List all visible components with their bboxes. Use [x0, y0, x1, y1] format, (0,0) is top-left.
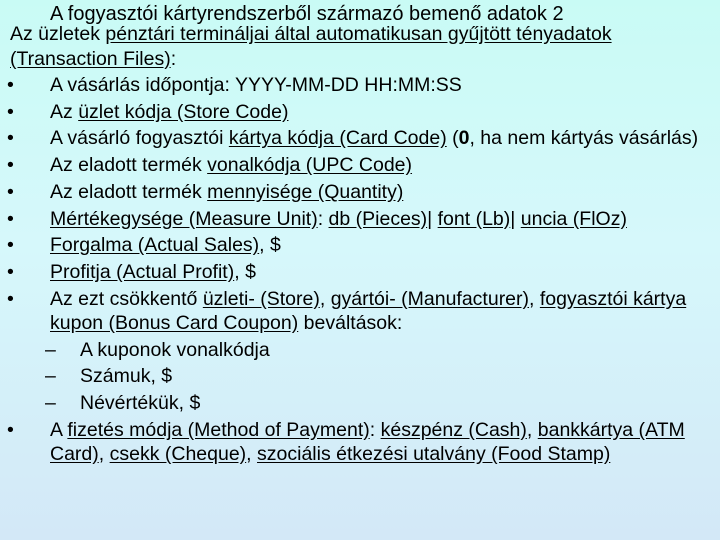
item-underlined-text: Mértékegysége (Measure Unit): [50, 207, 318, 230]
item-text: :: [369, 418, 381, 441]
item-text: :: [317, 207, 329, 230]
item-text: A: [50, 418, 68, 441]
item-underlined-text: Forgalma (Actual Sales): [50, 234, 260, 257]
sub-item-text: A kuponok vonalkódja: [80, 338, 270, 361]
bullet-list: [0, 73, 715, 469]
dash-icon: –: [45, 391, 56, 414]
item-underlined-text: kártya kódja (Card Code): [228, 127, 447, 150]
intro-paragraph: [10, 22, 700, 71]
item-underlined-text: csekk (Cheque): [109, 442, 247, 465]
dash-icon: –: [45, 365, 56, 388]
sub-item-text: Névértékük, $: [80, 391, 201, 414]
item-underlined-text: fizetés módja (Method of Payment): [67, 418, 370, 441]
page-title: A fogyasztói kártyrendszerből származó bemenő adatok 2: [50, 3, 564, 25]
item-text: A vásárló fogyasztói: [50, 127, 229, 150]
item-text: |: [510, 207, 521, 230]
item-text: ,: [246, 442, 258, 465]
item-underlined-text: készpénz (Cash): [380, 418, 527, 441]
item-underlined-text: mennyisége (Quantity): [207, 180, 404, 203]
item-text: Az eladott termék: [50, 180, 208, 203]
list-item: [0, 180, 715, 204]
bullet-icon: •: [7, 127, 14, 150]
item-text: ,: [529, 287, 540, 310]
item-text: , $: [234, 260, 256, 283]
bullet-icon: •: [7, 74, 14, 96]
dash-icon: –: [45, 338, 56, 361]
item-text: Az eladott termék: [50, 154, 208, 177]
item-underlined-text: gyártói- (Manufacturer): [330, 287, 530, 310]
bullet-icon: •: [7, 154, 14, 177]
item-underlined-text: üzlet kódja (Store Code): [78, 100, 289, 123]
item-text: ,: [319, 287, 331, 310]
intro-prefix: Az üzletek: [10, 23, 106, 45]
list-item: [0, 126, 715, 150]
item-underlined-text: bankkártya (ATM Card): [50, 418, 685, 465]
item-text: Az: [50, 100, 79, 123]
item-text: ,: [526, 418, 538, 441]
item-text: |: [427, 207, 438, 230]
intro-suffix: :: [170, 47, 177, 70]
sub-list-item: [0, 391, 715, 415]
item-text: A vásárlás időpontja: YYYY-MM-DD HH:MM:SS: [50, 74, 462, 96]
intro-link-text: pénztári termináljai által automatikusan gyűjtött tényadatok (Transaction Files): [10, 23, 612, 70]
list-item: [0, 418, 715, 466]
item-text: , $: [259, 234, 281, 257]
bullet-icon: •: [7, 100, 14, 123]
bullet-icon: •: [7, 260, 14, 283]
list-item: [0, 153, 715, 177]
item-underlined-text: Profitja (Actual Profit): [50, 260, 235, 283]
item-underlined-text: szociális étkezési utalvány (Food Stamp): [257, 442, 611, 465]
item-bold-text: 0: [458, 127, 470, 150]
bullet-icon: •: [7, 207, 14, 230]
sub-item-text: Számuk, $: [80, 365, 173, 388]
bullet-icon: •: [7, 418, 14, 441]
sub-list-item: [0, 364, 715, 388]
item-text: ,: [98, 442, 110, 465]
item-text: (: [446, 127, 459, 150]
item-text: Az ezt csökkentő: [50, 287, 203, 310]
list-item: [0, 260, 715, 284]
bullet-icon: •: [7, 180, 14, 203]
item-underlined-text: uncia (FlOz): [520, 207, 627, 230]
item-text: beváltások:: [298, 311, 403, 334]
sub-list-item: [0, 338, 715, 362]
bullet-icon: •: [7, 287, 14, 310]
list-item: [0, 73, 715, 97]
item-underlined-text: üzleti- (Store): [202, 287, 320, 310]
bullet-icon: •: [7, 234, 14, 257]
item-underlined-text: db (Pieces): [328, 207, 428, 230]
item-underlined-text: vonalkódja (UPC Code): [207, 154, 413, 177]
list-item: [0, 287, 715, 335]
item-underlined-text: fogyasztói kártya kupon (Bonus Card Coupon): [50, 287, 687, 334]
list-item: [0, 207, 715, 231]
item-underlined-text: font (Lb): [437, 207, 511, 230]
list-item: [0, 100, 715, 124]
item-text: , ha nem kártyás vásárlás): [469, 127, 699, 150]
list-item: [0, 233, 715, 257]
